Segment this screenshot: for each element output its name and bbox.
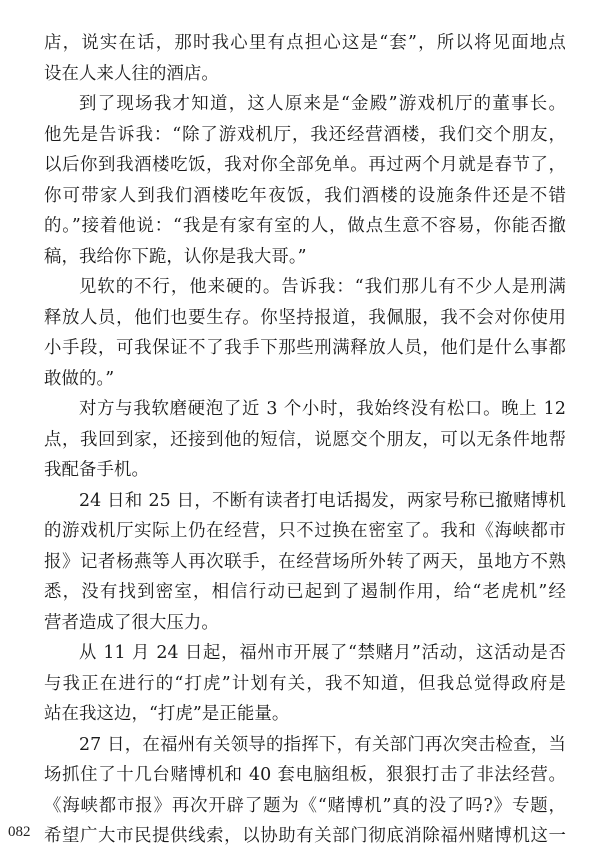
text-line: 的游戏机厅实际上仍在经营，只不过换在密室了。我和《海峡都市 [44,521,566,541]
text-line: 小手段，可我保证不了我手下那些刑满释放人员，他们是什么事都 [44,338,566,358]
text-line: 见软的不行，他来硬的。告诉我：“我们那儿有不少人是刑满 [79,277,566,297]
text-line: 他先是告诉我：“除了游戏机厅，我还经营酒楼，我们交个朋友， [44,124,566,145]
text-line: 悉，没有找到密室，相信行动已起到了遏制作用，给“老虎机”经 [44,582,566,602]
text-line: 对方与我软磨硬泡了近 3 个小时，我始终没有松口。晚上 12 [79,399,566,419]
body-text [44,28,566,852]
text-line: 稿，我给你下跪，认你是我大哥。” [44,246,307,267]
text-line: 营者造成了很大压力。 [44,612,219,633]
text-line: 报》记者杨燕等人再次联手，在经营场所外转了两天，虽地方不熟 [44,551,566,572]
text-line: 从 11 月 24 日起，福州市开展了“禁赌月”活动，这活动是否 [79,643,566,663]
text-line: 你可带家人到我们酒楼吃年夜饭，我们酒楼的设施条件还是不错 [44,185,566,206]
text-line: 设在人来人往的酒店。 [44,63,219,84]
text-line: 希望广大市民提供线索，以协助有关部门彻底消除福州赌博机这一 [44,826,566,846]
text-line: 释放人员，他们也要生存。你坚持报道，我佩服，我不会对你使用 [44,307,566,328]
text-line: 点，我回到家，还接到他的短信，说愿交个朋友，可以无条件地帮 [44,429,566,450]
text-line: 站在我这边，“打虎”是正能量。 [44,704,290,724]
text-line: 与我正在进行的“打虎”计划有关，我不知道，但我总觉得政府是 [44,673,566,694]
text-line: 敢做的。” [44,368,115,389]
page-number: 082 [8,824,31,840]
text-line: 到了现场我才知道，这人原来是“金殿”游戏机厅的董事长。 [79,94,566,114]
text-line: 场抓住了十几台赌博机和 40 套电脑组板，狠狠打击了非法经营。 [44,765,566,785]
text-line: 我配备手机。 [44,460,149,480]
text-line: 24 日和 25 日，不断有读者打电话揭发，两家号称已撤赌博机 [79,490,566,511]
text-line: 《海峡都市报》再次开辟了题为《“赌博机”真的没了吗?》专题， [44,795,566,816]
text-line: 的。”接着他说：“我是有家有室的人，做点生意不容易，你能否撤 [44,216,566,236]
text-line: 27 日，在福州有关领导的指挥下，有关部门再次突击检查，当 [79,734,566,755]
text-line: 以后你到我酒楼吃饭，我对你全部免单。再过两个月就是春节了， [44,155,566,175]
text-line: 店，说实在话，那时我心里有点担心这是“套”，所以将见面地点 [44,33,566,53]
